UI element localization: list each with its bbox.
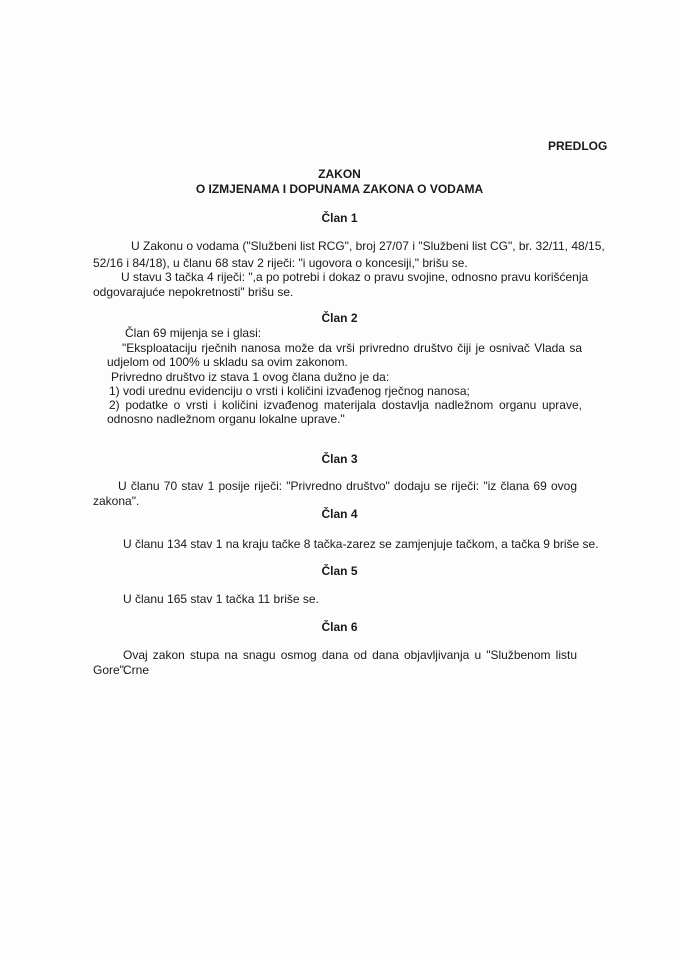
article-2-heading: Član 2 <box>321 311 358 325</box>
article-2-line: udjelom od 100% u skladu sa ovim zakonom. <box>107 355 348 369</box>
article-2-line: 2) podatke o vrsti i količini izvađenog materijala dostavlja nadležnom organu uprave, <box>109 398 582 412</box>
article-2-line: 1) vodi urednu evidenciju o vrsti i količini izvađenog rječnog nanosa; <box>109 384 470 398</box>
article-4-line: U članu 134 stav 1 na kraju tačke 8 tačka-zarez se zamjenjuje tačkom, a tačka 9 briše se. <box>123 537 599 551</box>
proposal-label: PREDLOG <box>548 139 608 153</box>
article-1-line: 52/16 i 84/18), u članu 68 stav 2 riječi: "i ugovora o koncesiji," brišu se. <box>93 256 468 270</box>
law-subtitle: O IZMJENAMA I DOPUNAMA ZAKONA O VODAMA <box>195 182 484 196</box>
article-2-line: Član 69 mijenja se i glasi: <box>125 326 262 340</box>
article-1-line: odgovarajuće nepokretnosti" brišu se. <box>93 285 294 299</box>
article-5-heading: Član 5 <box>321 564 358 578</box>
article-3-heading: Član 3 <box>321 452 358 466</box>
article-5-line: U članu 165 stav 1 tačka 11 briše se. <box>123 592 319 606</box>
law-title: ZAKON <box>318 167 361 181</box>
article-4-heading: Član 4 <box>321 507 358 521</box>
article-1-heading: Član 1 <box>321 211 358 225</box>
article-3-line: zakona". <box>93 494 140 508</box>
article-2-line: Privredno društvo iz stava 1 ovog člana dužno je da: <box>111 370 390 384</box>
article-6-line: Ovaj zakon stupa na snagu osmog dana od dana objavljivanja u "Službenom listu Crne <box>123 648 577 677</box>
article-3-line: U članu 70 stav 1 posije riječi: "Privredno društvo" dodaju se riječi: "iz člana 69 ovog <box>118 479 577 493</box>
article-1-line: U stavu 3 tačka 4 riječi: ",a po potrebi i dokaz o pravu svojine, odnosno pravu korišćenja <box>121 270 589 284</box>
article-1-line: U Zakonu o vodama ("Službeni list RCG", broj 27/07 i "Službeni list CG", br. 32/11, 48/15, <box>131 239 605 253</box>
article-6-line: Gore". <box>93 663 128 677</box>
article-2-line: odnosno nadležnom organu lokalne uprave." <box>107 412 345 426</box>
article-2-line: "Eksploataciju rječnih nanosa može da vrši privredno društvo čiji je osnivač Vlada sa <box>122 341 582 355</box>
article-6-heading: Član 6 <box>321 620 358 634</box>
